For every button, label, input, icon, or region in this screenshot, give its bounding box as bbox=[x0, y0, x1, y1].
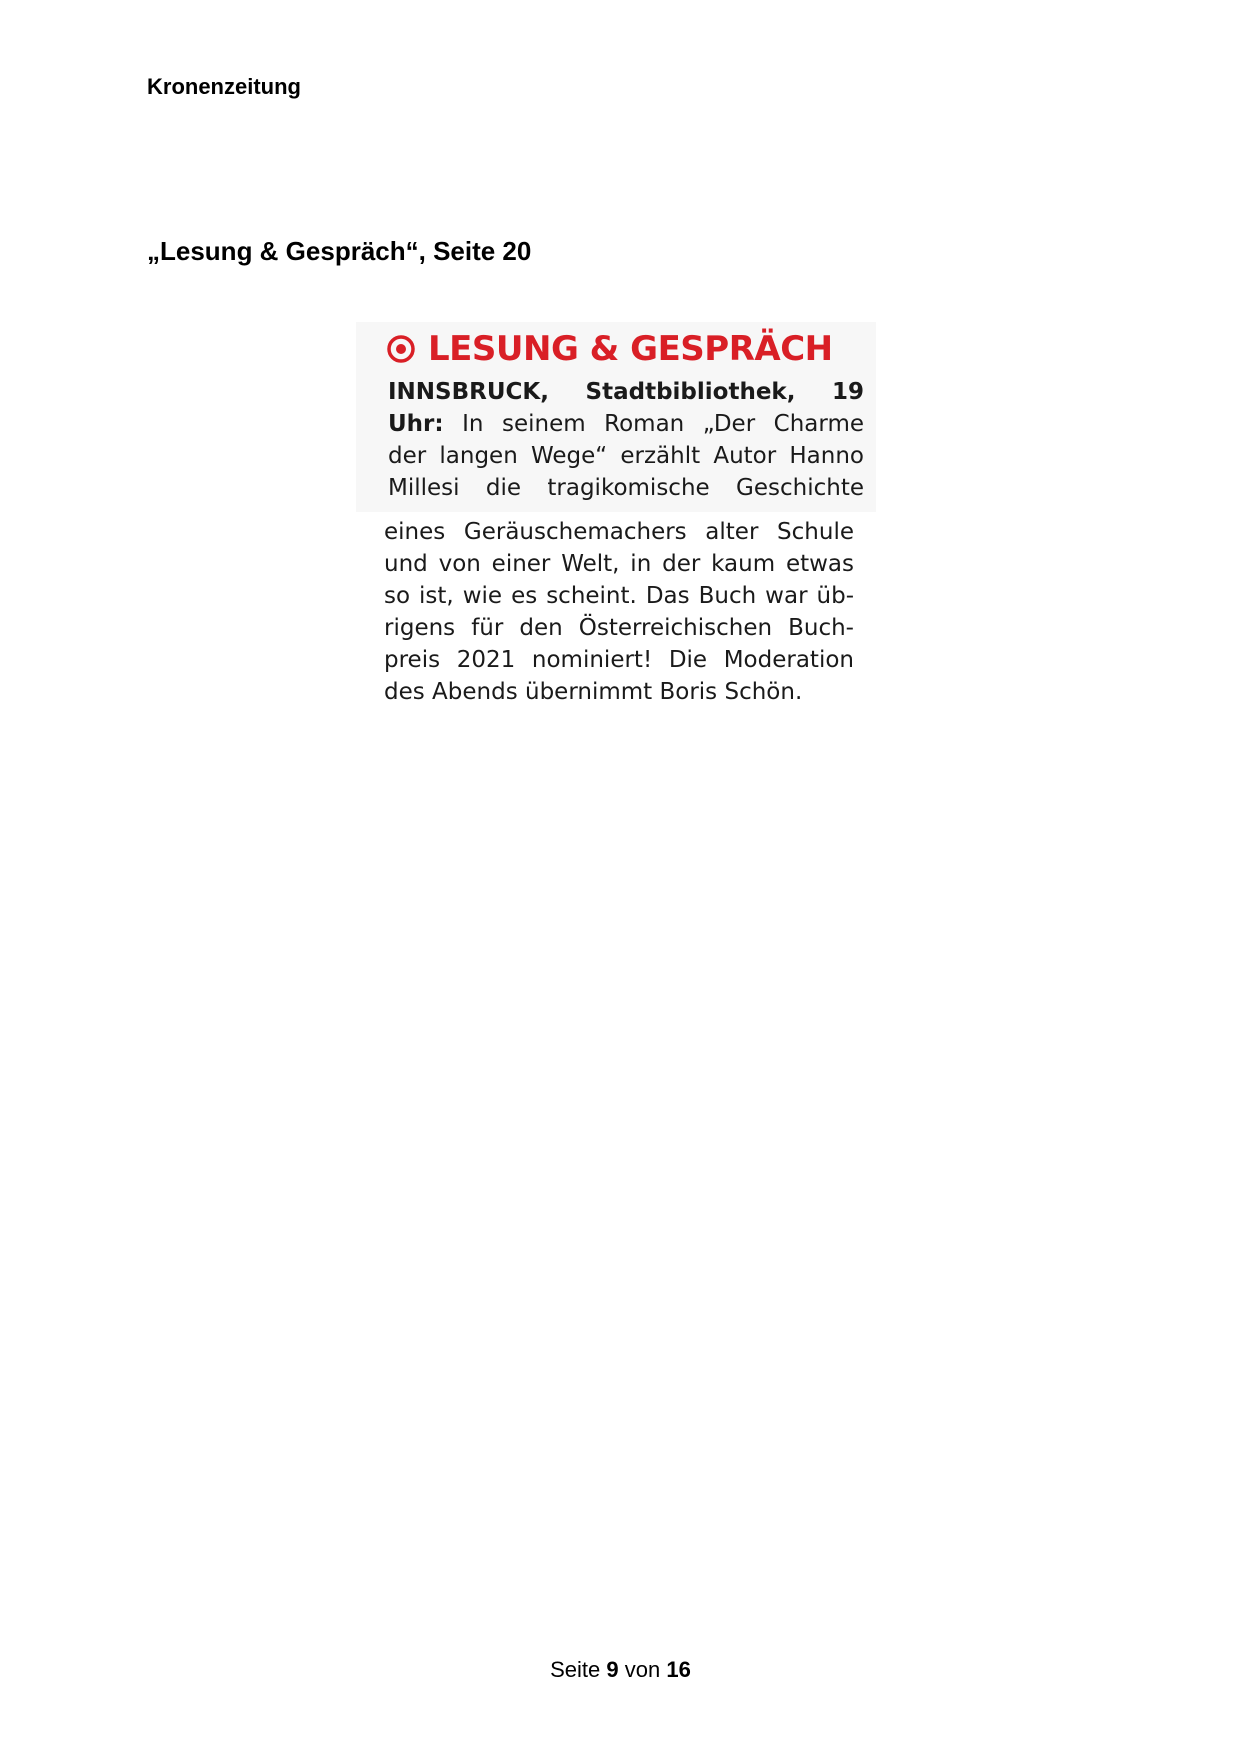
lead-venue: Stadtbibliothek, bbox=[585, 379, 796, 405]
footer-middle: von bbox=[624, 1657, 661, 1682]
text-line: und von einer Welt, in der kaum etwas bbox=[384, 551, 854, 577]
lead-time-unit: Uhr: bbox=[388, 411, 444, 437]
clipping-text-bottom bbox=[384, 516, 854, 708]
article-title: „Lesung & Gespräch“, Seite 20 bbox=[147, 236, 532, 266]
text-line bbox=[388, 408, 864, 440]
lead-location: INNSBRUCK, bbox=[388, 379, 549, 405]
text-line: Millesi die tragikomische Geschichte bbox=[388, 475, 864, 501]
total-pages-number: 16 bbox=[666, 1657, 691, 1682]
kicker-text: LESUNG & GESPRÄCH bbox=[428, 329, 833, 369]
lead-line bbox=[388, 376, 864, 408]
clipping-text-top bbox=[388, 376, 864, 504]
text-line: eines Geräuschemachers alter Schule bbox=[384, 519, 854, 545]
text-segment: In seinem Roman „Der Charme bbox=[462, 411, 864, 437]
footer-prefix: Seite bbox=[550, 1657, 601, 1682]
text-line: des Abends übernimmt Boris Schön. bbox=[384, 679, 803, 705]
text-line: rigens für den Österreichischen Buch- bbox=[384, 615, 854, 641]
current-page-number: 9 bbox=[606, 1657, 619, 1682]
text-line: so ist, wie es scheint. Das Buch war üb- bbox=[384, 583, 854, 609]
newspaper-clipping bbox=[356, 322, 876, 714]
text-line: der langen Wege“ erzählt Autor Hanno bbox=[388, 443, 864, 469]
clipping-kicker bbox=[386, 326, 833, 372]
lead-time-number: 19 bbox=[832, 379, 864, 405]
text-line: preis 2021 nominiert! Die Moderation bbox=[384, 647, 854, 673]
publication-name: Kronenzeitung bbox=[147, 74, 301, 99]
page-footer bbox=[0, 1657, 1241, 1683]
target-icon bbox=[386, 334, 416, 364]
